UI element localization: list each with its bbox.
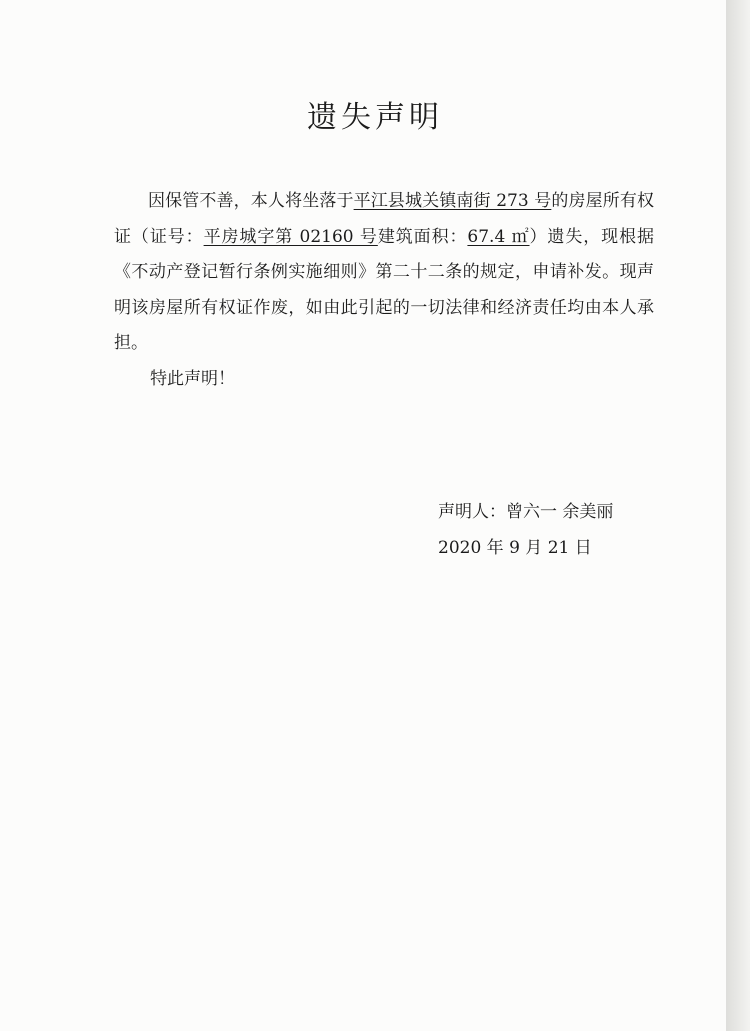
scan-edge bbox=[726, 0, 750, 1031]
document-body bbox=[114, 184, 654, 397]
declaration-paragraph bbox=[114, 184, 654, 362]
building-area: 67.4 ㎡ bbox=[467, 226, 530, 247]
declaration-date: 2020 年 9 月 21 日 bbox=[438, 538, 592, 558]
p1-text3: 建筑面积： bbox=[377, 226, 468, 247]
p1-text4: ）遗失，现根据《不动产登记暂行条例实施细则》第二十二条的规定，申请补发。现声明该房屋所有权证作废，如由此引起的一切法律和经济责任均由本人承担。 bbox=[114, 226, 655, 353]
document-title: 遗失声明 bbox=[307, 100, 443, 135]
certificate-number: 平房城字第 02160 号 bbox=[203, 226, 378, 247]
closing-statement: 特此声明！ bbox=[150, 368, 235, 389]
declarant-signature: 声明人：曾六一 余美丽 bbox=[438, 502, 614, 522]
p1-intro: 因保管不善，本人将坐落于 bbox=[148, 191, 354, 211]
p1-text2: 的房屋所有权证（证号： bbox=[114, 191, 655, 247]
property-address: 平江县城关镇南街 273 号 bbox=[353, 191, 552, 211]
